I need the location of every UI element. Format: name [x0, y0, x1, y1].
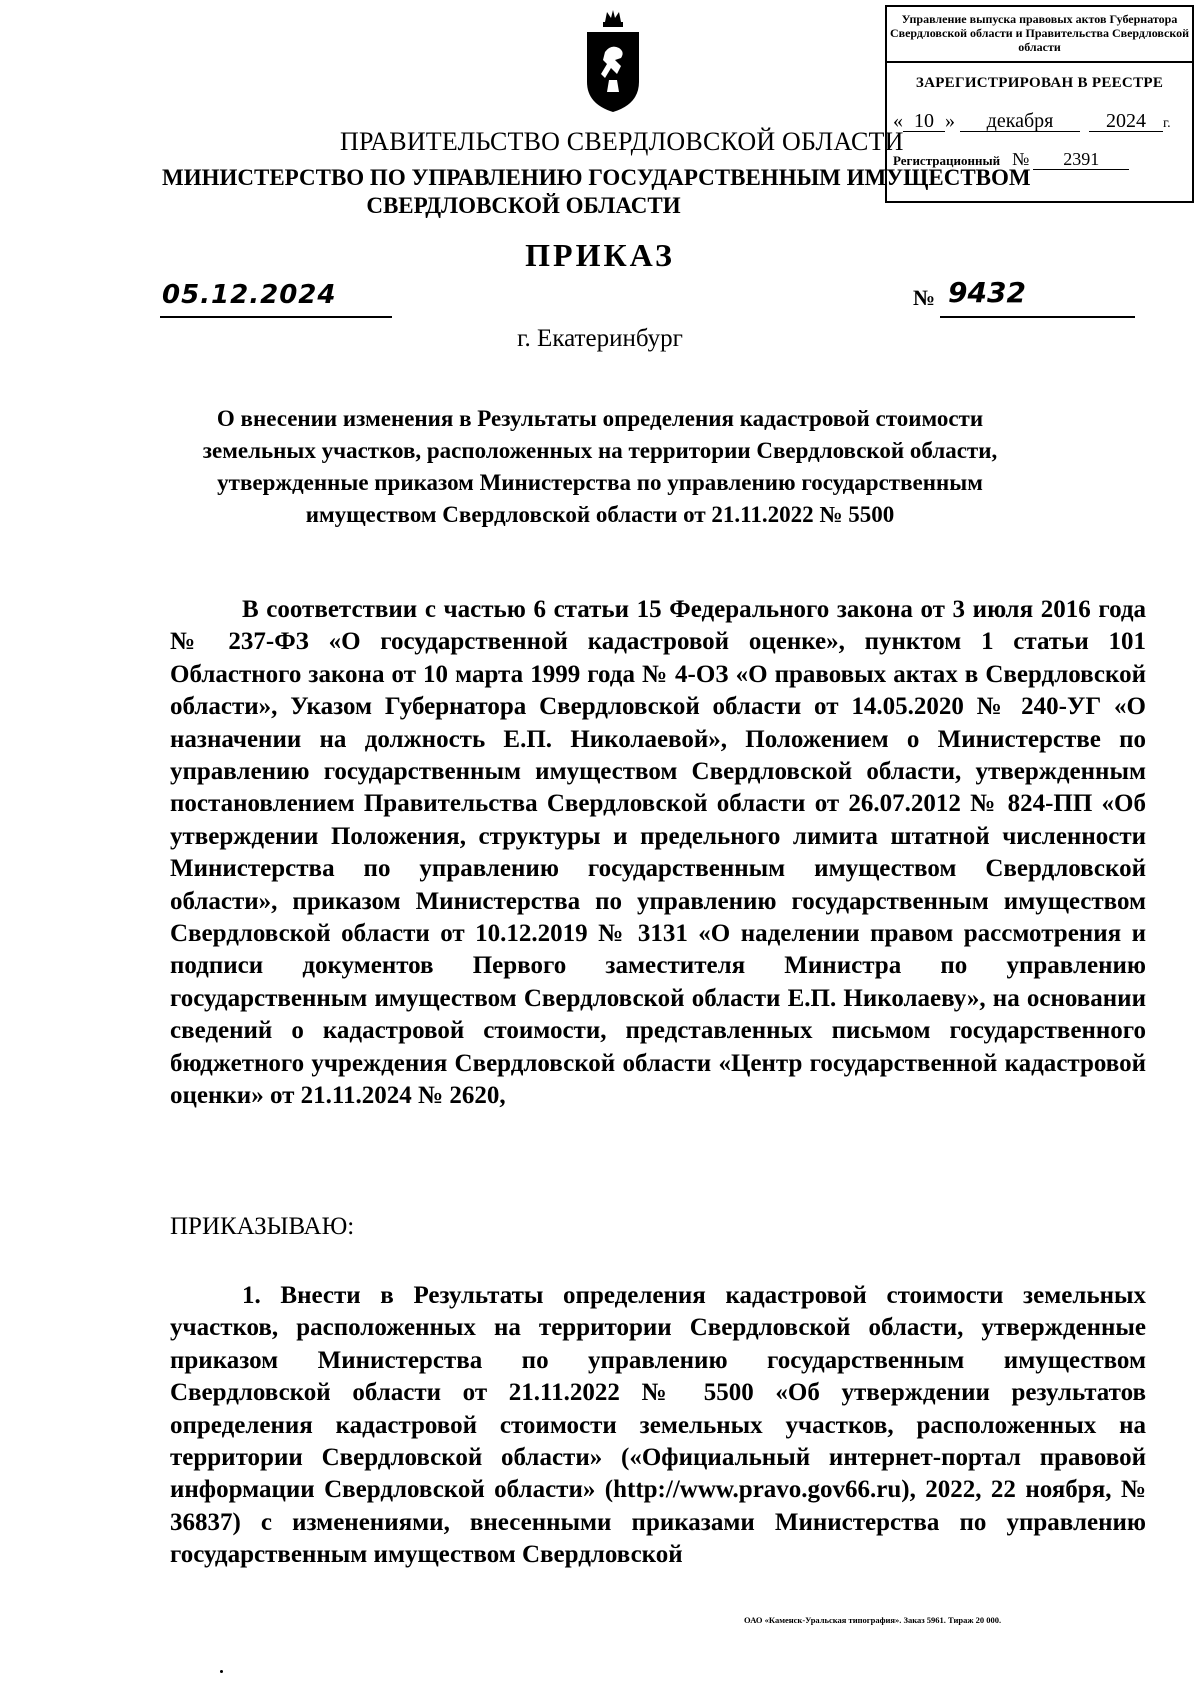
document-type-title: ПРИКАЗ [525, 237, 675, 273]
order-date-field [160, 280, 392, 318]
stamp-reg-label: Регистрационный [893, 153, 1001, 168]
legal-basis-paragraph: В соответствии с частью 6 статьи 15 Федерального закона от 3 июля 2016 года № 237-ФЗ «О государственной кадастровой оценке», пунктом 1 статьи 101 Областного закона от 10 марта 1999 года № 4-ОЗ «О правовых актах в Свердловской области», Указом Губернатора Свердловской области от 14.05.2020 № 240-УГ «О назначении на должность Е.П. Николаевой», Положением о Министерстве по управлению государственным имуществом Свердловской области, утвержденным постановлением Правительства Свердловской области от 26.07.2012 № 824-ПП «Об утверждении Положения, структуры и предельного лимита штатной численности Министерства по управлению государственным имуществом Свердловской области», приказом Министерства по управлению государственным имуществом Свердловской области от 10.12.2019 № 3131 «О наделении правом рассмотрения и подписи документов Первого заместителя Министра по управлению государственным имуществом Свердловской области Е.П. Николаеву», на основании сведений о кадастровой стоимости, представленных письмом государственного бюджетного учреждения Свердловской области «Центр государственной кадастровой оценки» от 21.11.2024 № 2620, [170, 596, 1146, 1110]
coat-of-arms-emblem [583, 8, 643, 116]
stamp-reg-sign: № [1012, 149, 1030, 169]
order-word: ПРИКАЗЫВАЮ: [170, 1213, 355, 1240]
order-number-field [940, 276, 1135, 318]
stamp-date [887, 110, 1192, 133]
stamp-month: декабря [960, 111, 1080, 132]
stamp-year-suffix: г. [1163, 116, 1171, 131]
order-number-handwritten: 9432 [948, 276, 1026, 309]
stamp-reg-number: 2391 [1033, 149, 1129, 170]
stamp-office-name: Управление выпуска правовых актов Губернатора Свердловской области и Правительства Свердловской области [887, 7, 1192, 63]
clause-1-paragraph: 1. Внести в Результаты определения кадастровой стоимости земельных участков, расположенных на территории Свердловской области, утвержденные приказом Министерства по управлению государственным имуществом Свердловской области от 21.11.2022 № 5500 «Об утверждении результатов определения кадастровой стоимости земельных участков, расположенных на территории Свердловской области» («Официальный интернет-портал правовой информации Свердловской области» (http://www.pravo.gov66.ru), 2022, 22 ноября, № 36837) с изменениями, внесенными приказами Министерства по управлению государственным имуществом Свердловской [170, 1282, 1146, 1569]
stamp-open-quote: « [893, 110, 903, 132]
stamp-close-quote: » [945, 110, 955, 132]
order-number-label: № [913, 285, 936, 310]
order-subject: О внесении изменения в Результаты определения кадастровой стоимости земельных участков, расположенных на территории Свердловской области, утвержденные приказом Министерства по управлению государственным имуществом Свердловской области от 21.11.2022 № 5500 [202, 406, 998, 527]
ministry-title-line1: МИНИСТЕРСТВО ПО УПРАВЛЕНИЮ ГОСУДАРСТВЕННЫМ ИМУЩЕСТВОМ [162, 165, 1031, 190]
printing-imprint: ОАО «Каменск-Уральская типография». Заказ 5961. Тираж 20 000. [744, 1615, 1002, 1625]
stamp-registered-label: ЗАРЕГИСТРИРОВАН В РЕЕСТРЕ [915, 75, 1164, 91]
government-title: ПРАВИТЕЛЬСТВО СВЕРДЛОВСКОЙ ОБЛАСТИ [340, 127, 904, 156]
ministry-title-line2: СВЕРДЛОВСКОЙ ОБЛАСТИ [366, 193, 681, 218]
stamp-day: 10 [903, 111, 945, 132]
city-line: г. Екатеринбург [517, 325, 683, 352]
stamp-year: 2024 [1089, 111, 1163, 132]
order-date-handwritten: 05.12.2024 [162, 280, 337, 310]
scan-artifact-dot [220, 1670, 223, 1673]
